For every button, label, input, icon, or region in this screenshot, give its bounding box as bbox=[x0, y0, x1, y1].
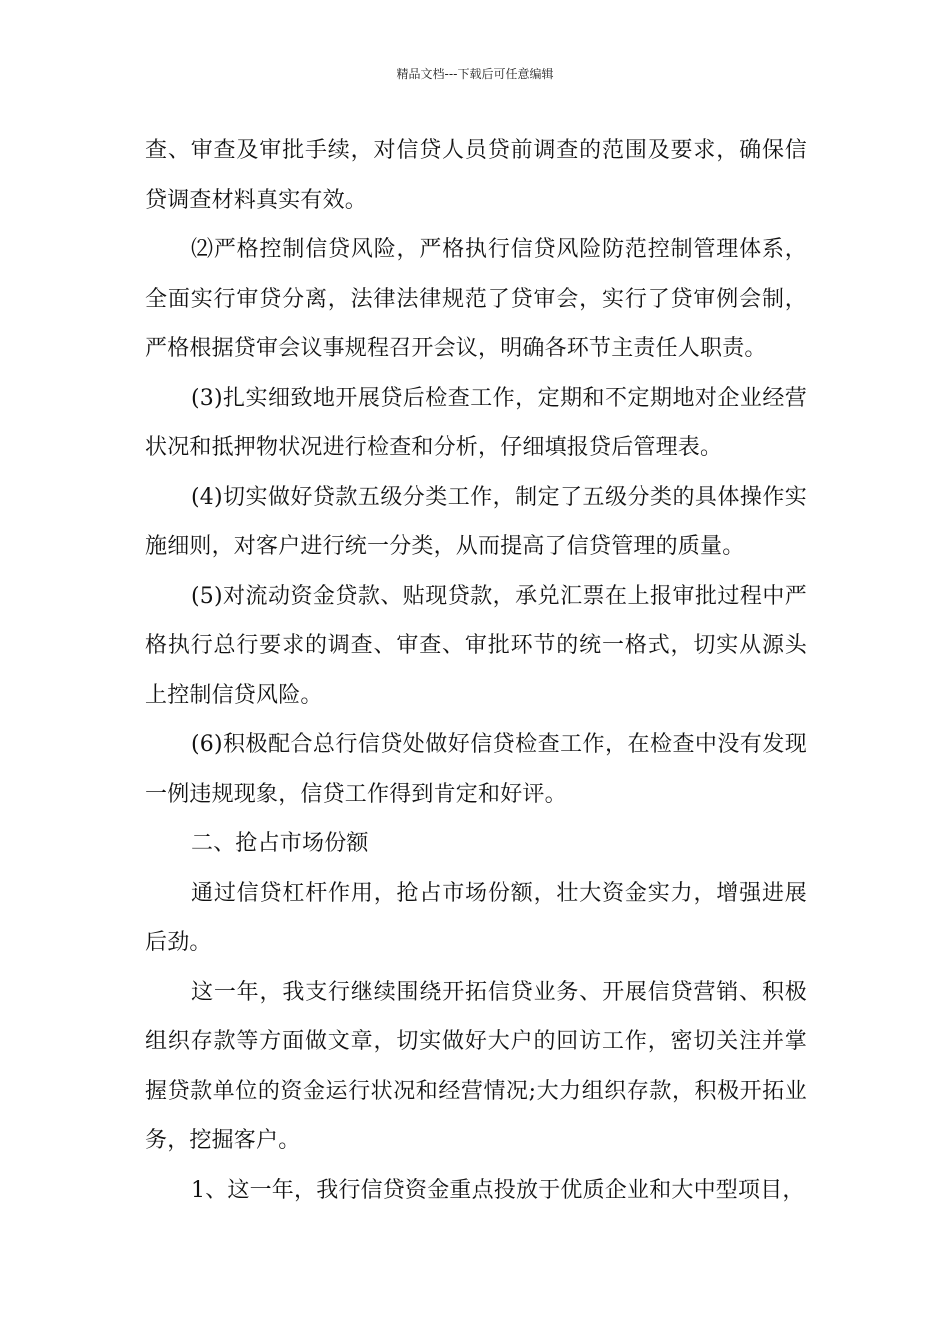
paragraph-item-5: (5)对流动资金贷款、贴现贷款，承兑汇票在上报审批过程中严格执行总行要求的调查、审查、审批环节的统一格式，切实从源头上控制信贷风险。 bbox=[145, 583, 807, 708]
paragraph-item-4: (4)切实做好贷款五级分类工作，制定了五级分类的具体操作实施细则，对客户进行统一分类，从而提高了信贷管理的质量。 bbox=[145, 484, 807, 559]
paragraph-item-6: (6)积极配合总行信贷处做好信贷检查工作，在检查中没有发现一例违规现象，信贷工作得到肯定和好评。 bbox=[145, 732, 807, 807]
section-heading: 二、抢占市场份额 bbox=[191, 831, 369, 856]
paragraph-point-1: 1、这一年，我行信贷资金重点投放于优质企业和大中型项目， bbox=[191, 1177, 805, 1203]
paragraph-continuation: 查、审查及审批手续，对信贷人员贷前调查的范围及要求，确保信贷调查材料真实有效。 bbox=[145, 138, 807, 213]
paragraph-intro: 通过信贷杠杆作用，抢占市场份额，壮大资金实力，增强进展后劲。 bbox=[145, 880, 807, 955]
paragraph-year-summary: 这一年，我支行继续围绕开拓信贷业务、开展信贷营销、积极组织存款等方面做文章，切实做好大户的回访工作，密切关注并掌握贷款单位的资金运行状况和经营情况;大力组织存款，积极开拓业务，挖掘客户。 bbox=[145, 979, 807, 1153]
paragraph-item-3: (3)扎实细致地开展贷后检查工作，定期和不定期地对企业经营状况和抵押物状况进行检查和分析，仔细填报贷后管理表。 bbox=[145, 385, 807, 460]
paragraph-item-2: ⑵严格控制信贷风险，严格执行信贷风险防范控制管理体系，全面实行审贷分离，法律法律规范了贷审会，实行了贷审例会制，严格根据贷审会议事规程召开会议，明确各环节主责任人职责。 bbox=[145, 237, 807, 361]
page-header: 精品文档---下载后可任意编辑 bbox=[396, 67, 554, 81]
document-body bbox=[145, 126, 807, 1215]
